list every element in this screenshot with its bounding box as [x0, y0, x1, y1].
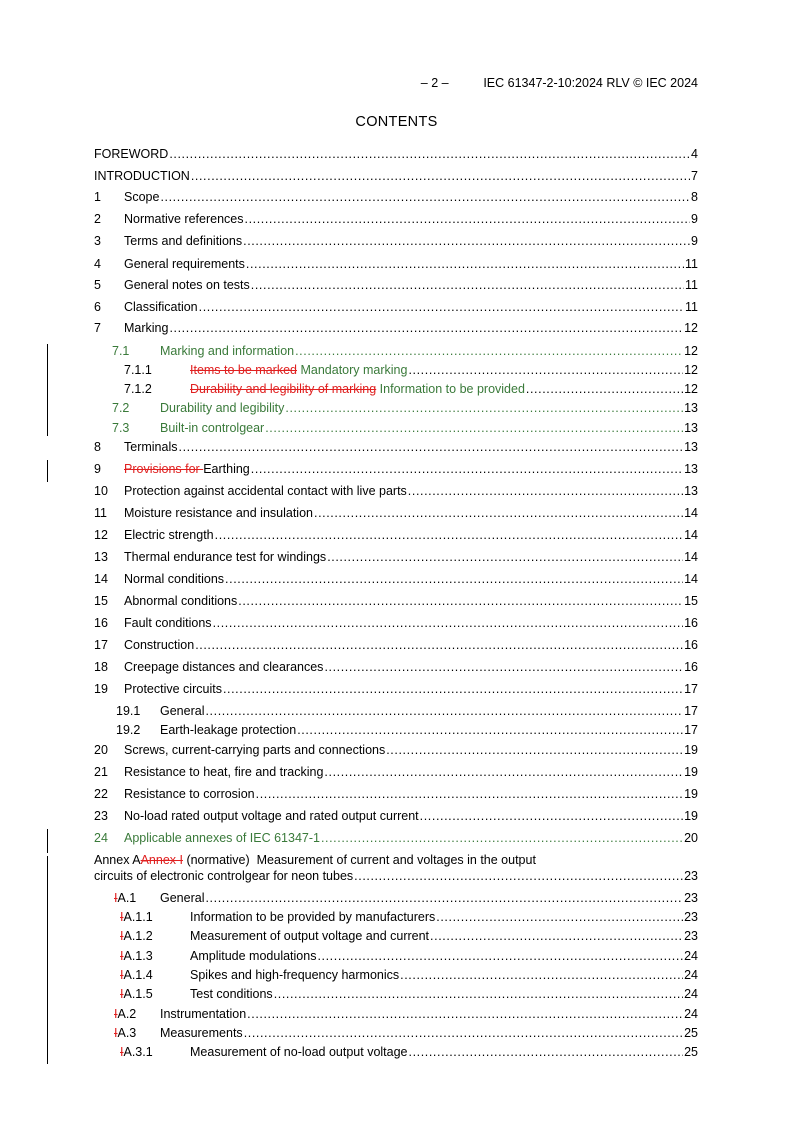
- toc-number: 13: [94, 550, 108, 564]
- toc-entry-5[interactable]: [94, 277, 698, 293]
- toc-label: Marking and information: [160, 344, 295, 358]
- toc-label: Protection against accidental contact with live parts: [124, 484, 407, 498]
- toc-label: Classification: [124, 300, 198, 314]
- toc-entry-21[interactable]: [94, 764, 698, 780]
- deleted-text: Durability and legibility of marking: [190, 382, 377, 396]
- toc-entry-18[interactable]: [94, 659, 698, 675]
- toc-number: 9: [94, 462, 101, 476]
- dot-leader: [199, 299, 684, 315]
- toc-label: Normative references: [124, 212, 244, 226]
- toc-label: Measurement of no-load output voltage: [190, 1045, 408, 1059]
- toc-number: 21: [94, 765, 108, 779]
- toc-page: 24: [684, 987, 698, 1001]
- toc-page: 13: [684, 440, 698, 454]
- dot-leader: [408, 362, 683, 378]
- toc-number: 14: [94, 572, 108, 586]
- change-bar: [47, 344, 48, 436]
- toc-number: 19: [94, 682, 108, 696]
- toc-entry-22[interactable]: [94, 786, 698, 802]
- toc-entry-1[interactable]: [94, 189, 698, 205]
- dot-leader: [238, 593, 683, 609]
- toc-label: Amplitude modulations: [190, 949, 317, 963]
- dot-leader: [179, 439, 684, 455]
- toc-page: 24: [684, 1007, 698, 1021]
- toc-entry-a-1-4[interactable]: [120, 967, 698, 983]
- toc-label: Test conditions: [190, 987, 273, 1001]
- toc-label: Electric strength: [124, 528, 214, 542]
- dot-leader: [213, 615, 684, 631]
- toc-number: 19.2: [116, 723, 141, 737]
- dot-leader: [314, 505, 683, 521]
- toc-number: 8: [94, 440, 101, 454]
- toc-number: 19.1: [116, 704, 141, 718]
- toc-label: General: [160, 704, 205, 718]
- toc-label: Spikes and high-frequency harmonics: [190, 968, 400, 982]
- annex-title-cont: circuits of electronic controlgear for neon tubes: [94, 869, 354, 883]
- toc-label: FOREWORD: [94, 147, 169, 161]
- dot-leader: [256, 786, 683, 802]
- dot-leader: [245, 211, 691, 227]
- toc-entry-24[interactable]: [94, 830, 698, 846]
- dot-leader: [251, 277, 684, 293]
- toc-page: 12: [684, 363, 698, 377]
- toc-number: 7.1: [112, 344, 130, 358]
- toc-label: Mandatory marking: [297, 363, 408, 377]
- toc-label: Creepage distances and clearances: [124, 660, 324, 674]
- toc-page: 12: [684, 321, 698, 335]
- toc-number: 7: [94, 321, 101, 335]
- dot-leader: [191, 168, 690, 184]
- toc-entry-3[interactable]: [94, 233, 698, 249]
- toc-label: Abnormal conditions: [124, 594, 238, 608]
- toc-number: 6: [94, 300, 101, 314]
- toc-entry-19-2[interactable]: [116, 722, 698, 738]
- toc-number: 7.3: [112, 421, 130, 435]
- toc-page: 16: [684, 660, 698, 674]
- toc-number: A.3: [117, 1026, 137, 1040]
- dot-leader: [295, 343, 683, 359]
- toc-page: 25: [684, 1045, 698, 1059]
- toc-entry-8[interactable]: [94, 439, 698, 455]
- toc-label: Applicable annexes of IEC 61347-1: [124, 831, 320, 845]
- annex-title: (normative) Measurement of current and voltages in the output: [182, 853, 536, 867]
- change-bar: [47, 856, 48, 1064]
- toc-number: 7.2: [112, 401, 130, 415]
- toc-page: 19: [684, 765, 698, 779]
- toc-entry-17[interactable]: [94, 637, 698, 653]
- toc-entry-7-1[interactable]: [112, 343, 698, 359]
- toc-page: 24: [684, 949, 698, 963]
- toc-number: 17: [94, 638, 108, 652]
- toc-page: 17: [684, 682, 698, 696]
- dot-leader: [215, 527, 683, 543]
- dot-leader: [274, 986, 683, 1002]
- toc-label: Measurements: [160, 1026, 243, 1040]
- toc-page: 8: [691, 190, 698, 204]
- toc-page: 9: [691, 234, 698, 248]
- dot-leader: [169, 146, 690, 162]
- deleted-text: I: [120, 1045, 124, 1059]
- toc-entry-a-3[interactable]: [114, 1025, 698, 1041]
- toc-entry-7[interactable]: [94, 320, 698, 336]
- annex-title-line: [94, 852, 698, 868]
- toc-label: General requirements: [124, 257, 245, 271]
- change-bar: [47, 829, 48, 853]
- toc-page: 11: [685, 300, 698, 314]
- toc-number: 23: [94, 809, 108, 823]
- toc-label: Earth-leakage protection: [160, 723, 297, 737]
- dot-leader: [317, 948, 683, 964]
- toc-number: 18: [94, 660, 108, 674]
- toc-page: 23: [684, 910, 698, 924]
- change-bar: [47, 460, 48, 482]
- toc-page: 7: [691, 169, 698, 183]
- toc-label: No-load rated output voltage and rated output current: [124, 809, 419, 823]
- toc-label: Durability and legibility: [160, 401, 285, 415]
- toc-number: 15: [94, 594, 108, 608]
- dot-leader: [408, 483, 683, 499]
- deleted-text: I: [114, 1026, 118, 1040]
- toc-entry-4[interactable]: [94, 256, 698, 272]
- toc-entry-7-1-1[interactable]: [124, 362, 698, 378]
- toc-entry-annex-a[interactable]: [94, 852, 698, 884]
- toc-number: A.3.1: [123, 1045, 153, 1059]
- deleted-text: Annex I: [140, 853, 183, 867]
- toc-entry-19-1[interactable]: [116, 703, 698, 719]
- dot-leader: [160, 189, 690, 205]
- toc-entry-7-1-2[interactable]: [124, 381, 698, 397]
- deleted-text: I: [120, 949, 124, 963]
- deleted-text: I: [120, 968, 124, 982]
- toc-label: Terms and definitions: [124, 234, 243, 248]
- toc-number: 1: [94, 190, 101, 204]
- toc-entry-a-1-1[interactable]: [120, 909, 698, 925]
- toc-page: 4: [691, 147, 698, 161]
- toc-number: 4: [94, 257, 101, 271]
- dot-leader: [244, 1025, 683, 1041]
- toc-number: 2: [94, 212, 101, 226]
- toc-label: Thermal endurance test for windings: [124, 550, 327, 564]
- toc-label: Instrumentation: [160, 1007, 247, 1021]
- deleted-text: Items to be marked: [190, 363, 297, 377]
- toc-entry-23[interactable]: [94, 808, 698, 824]
- toc-page: 16: [684, 638, 698, 652]
- toc-number: A.1.5: [123, 987, 153, 1001]
- toc-page: 25: [684, 1026, 698, 1040]
- toc-entry-11[interactable]: [94, 505, 698, 521]
- dot-leader: [225, 571, 683, 587]
- toc-label: Information to be provided: [376, 382, 525, 396]
- deleted-text: I: [120, 987, 124, 1001]
- toc-entry-7-3[interactable]: [112, 420, 698, 436]
- toc-number: 16: [94, 616, 108, 630]
- toc-number: A.2: [117, 1007, 137, 1021]
- dot-leader: [324, 764, 683, 780]
- toc-label: Marking: [124, 321, 169, 335]
- toc-page: 12: [684, 344, 698, 358]
- toc-page: 16: [684, 616, 698, 630]
- toc-entry-2[interactable]: [94, 211, 698, 227]
- toc-page: 19: [684, 809, 698, 823]
- toc-entry-introduction[interactable]: [94, 168, 698, 184]
- dot-leader: [251, 461, 683, 477]
- dot-leader: [526, 381, 683, 397]
- toc-page: 23: [684, 929, 698, 943]
- toc-number: A.1.2: [123, 929, 153, 943]
- toc-page: 13: [684, 421, 698, 435]
- toc-page: 23: [684, 869, 698, 883]
- dot-leader: [265, 420, 683, 436]
- toc-entry-20[interactable]: [94, 742, 698, 758]
- deleted-text: I: [114, 1007, 118, 1021]
- toc-number: A.1.1: [123, 910, 153, 924]
- toc-label: General notes on tests: [124, 278, 250, 292]
- toc-entry-14[interactable]: [94, 571, 698, 587]
- toc-entry-9[interactable]: [94, 461, 698, 477]
- deleted-text: I: [120, 929, 124, 943]
- dot-leader: [243, 233, 690, 249]
- dot-leader: [223, 681, 683, 697]
- toc-page: 13: [684, 462, 698, 476]
- toc-entry-foreword[interactable]: [94, 146, 698, 162]
- toc-entry-a-1-2[interactable]: [120, 928, 698, 944]
- toc-label: Fault conditions: [124, 616, 212, 630]
- dot-leader: [169, 320, 683, 336]
- dot-leader: [324, 659, 683, 675]
- toc-page: 15: [684, 594, 698, 608]
- toc-number: 10: [94, 484, 108, 498]
- toc-page: 9: [691, 212, 698, 226]
- toc-entry-10[interactable]: [94, 483, 698, 499]
- toc-number: A.1: [117, 891, 137, 905]
- page-number: – 2 –: [420, 76, 449, 90]
- deleted-text: Provisions for: [124, 462, 204, 476]
- dot-leader: [430, 928, 683, 944]
- toc-label: Built-in controlgear: [160, 421, 265, 435]
- toc-label: Screws, current-carrying parts and connections: [124, 743, 386, 757]
- dot-leader: [205, 890, 683, 906]
- toc-page: 17: [684, 723, 698, 737]
- toc-entry-6[interactable]: [94, 299, 698, 315]
- toc-entry-a-1-3[interactable]: [120, 948, 698, 964]
- dot-leader: [409, 1044, 684, 1060]
- dot-leader: [195, 637, 683, 653]
- toc-entry-a-2[interactable]: [114, 1006, 698, 1022]
- toc-entry-19[interactable]: [94, 681, 698, 697]
- toc-page: 17: [684, 704, 698, 718]
- toc-label: Measurement of output voltage and current: [190, 929, 430, 943]
- toc-page: 14: [684, 528, 698, 542]
- deleted-text: I: [120, 910, 124, 924]
- dot-leader: [420, 808, 683, 824]
- toc-entry-16[interactable]: [94, 615, 698, 631]
- toc-number: A.1.3: [123, 949, 153, 963]
- toc-label: Resistance to corrosion: [124, 787, 255, 801]
- toc-label: INTRODUCTION: [94, 169, 190, 183]
- toc-number: 24: [94, 831, 108, 845]
- toc-label: Earthing: [203, 462, 250, 476]
- toc-page: 14: [684, 550, 698, 564]
- page-title: CONTENTS: [355, 114, 438, 130]
- toc-page: 14: [684, 572, 698, 586]
- toc-entry-a-1[interactable]: [114, 890, 698, 906]
- toc-number: 12: [94, 528, 108, 542]
- annex-title-line: [94, 868, 698, 884]
- toc-label: Moisture resistance and insulation: [124, 506, 313, 520]
- toc-entry-13[interactable]: [94, 549, 698, 565]
- dot-leader: [386, 742, 683, 758]
- dot-leader: [297, 722, 683, 738]
- toc-page: 20: [684, 831, 698, 845]
- toc-page: 24: [684, 968, 698, 982]
- toc-page: 19: [684, 743, 698, 757]
- document-id: IEC 61347-2-10:2024 RLV © IEC 2024: [483, 76, 698, 90]
- toc-number: 7.1.2: [124, 382, 152, 396]
- dot-leader: [354, 868, 683, 884]
- toc-number: 11: [94, 506, 107, 520]
- toc-entry-12[interactable]: [94, 527, 698, 543]
- toc-label: Terminals: [124, 440, 178, 454]
- dot-leader: [400, 967, 683, 983]
- toc-number: 5: [94, 278, 101, 292]
- dot-leader: [327, 549, 683, 565]
- toc-page: 12: [684, 382, 698, 396]
- toc-entry-a-3-1[interactable]: [120, 1044, 698, 1060]
- toc-page: 19: [684, 787, 698, 801]
- toc-label: General: [160, 891, 205, 905]
- toc-label: Protective circuits: [124, 682, 222, 696]
- toc-label: Information to be provided by manufacturers: [190, 910, 436, 924]
- dot-leader: [246, 256, 684, 272]
- toc-page: 14: [684, 506, 698, 520]
- toc-page: 13: [684, 401, 698, 415]
- toc-entry-15[interactable]: [94, 593, 698, 609]
- toc-entry-7-2[interactable]: [112, 400, 698, 416]
- toc-number: 3: [94, 234, 101, 248]
- deleted-text: I: [114, 891, 118, 905]
- annex-prefix: Annex A: [94, 853, 141, 867]
- toc-page: 13: [684, 484, 698, 498]
- toc-label: Construction: [124, 638, 195, 652]
- toc-label: Resistance to heat, fire and tracking: [124, 765, 324, 779]
- toc-page: 23: [684, 891, 698, 905]
- toc-entry-a-1-5[interactable]: [120, 986, 698, 1002]
- toc-number: A.1.4: [123, 968, 153, 982]
- dot-leader: [321, 830, 683, 846]
- dot-leader: [285, 400, 683, 416]
- toc-label: Normal conditions: [124, 572, 225, 586]
- dot-leader: [205, 703, 683, 719]
- dot-leader: [247, 1006, 683, 1022]
- toc-number: 22: [94, 787, 108, 801]
- toc-number: 7.1.1: [124, 363, 152, 377]
- toc-page: 11: [685, 257, 698, 271]
- toc-label: Scope: [124, 190, 160, 204]
- dot-leader: [436, 909, 683, 925]
- toc-number: 20: [94, 743, 108, 757]
- toc-page: 11: [685, 278, 698, 292]
